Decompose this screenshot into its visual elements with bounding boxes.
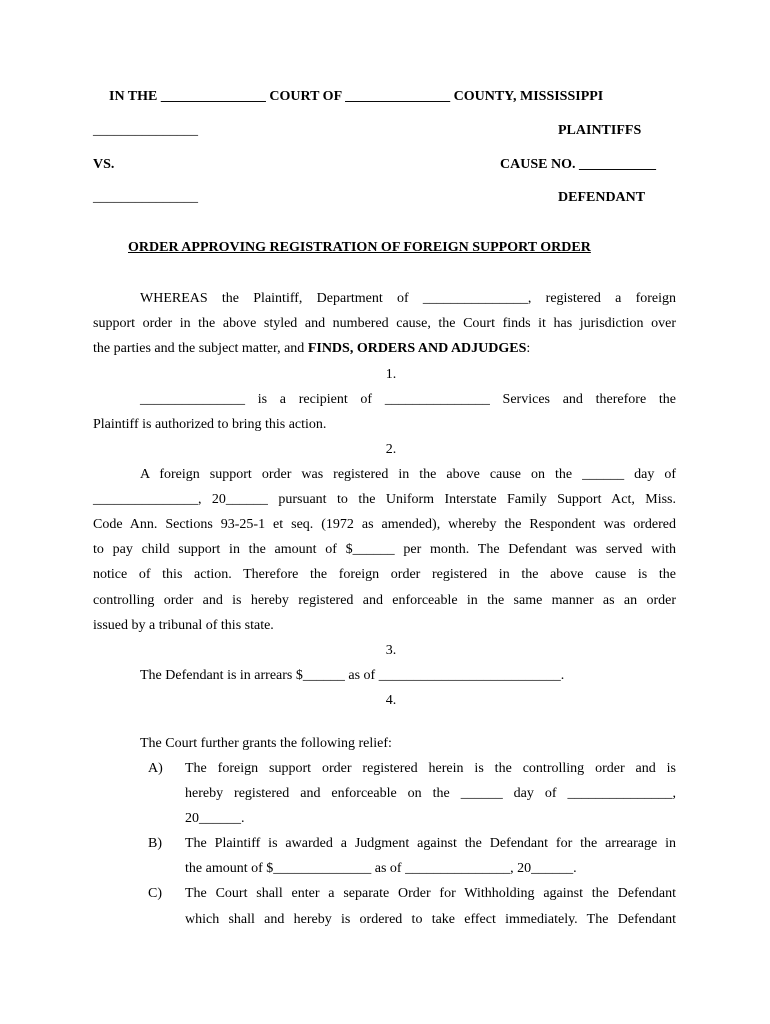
relief-intro: The Court further grants the following relief: (140, 736, 392, 751)
relief-item-b-line-2: the amount of $______________ as of _______________, 20______. (185, 861, 577, 876)
relief-item-a-line-2: hereby registered and enforceable on the ______ day of _______________, (185, 786, 676, 801)
section-2-line-6: controlling order and is hereby registered and enforceable in the same manner as an order (93, 593, 676, 608)
cause-number: CAUSE NO. ___________ (500, 157, 656, 172)
section-number-1: 1. (385, 367, 397, 382)
section-1-line-2: Plaintiff is authorized to bring this action. (93, 417, 327, 432)
relief-item-c-line-2: which shall and hereby is ordered to take effect immediately. The Defendant (185, 912, 676, 927)
document-title: ORDER APPROVING REGISTRATION OF FOREIGN SUPPORT ORDER (128, 240, 591, 255)
relief-item-a-line-3: 20______. (185, 811, 245, 826)
section-2-line-1: A foreign support order was registered in the above cause on the ______ day of (140, 467, 676, 482)
section-2-line-5: notice of this action. Therefore the foreign order registered in the above cause is the (93, 567, 676, 582)
plaintiffs-label: PLAINTIFFS (558, 123, 642, 138)
relief-item-c-letter: C) (148, 886, 162, 901)
defendant-label: DEFENDANT (558, 190, 646, 205)
section-2-line-3: Code Ann. Sections 93-25-1 et seq. (1972 as amended), whereby the Respondent was ordered (93, 517, 676, 532)
relief-item-a-letter: A) (148, 761, 163, 776)
plaintiff-name-blank: _______________ (93, 123, 198, 138)
section-number-4: 4. (385, 693, 397, 708)
court-line: IN THE _______________ COURT OF _______________ COUNTY, MISSISSIPPI (109, 89, 604, 104)
defendant-name-blank: _______________ (93, 190, 198, 205)
section-number-2: 2. (385, 442, 397, 457)
relief-item-a-line-1: The foreign support order registered herein is the controlling order and is (185, 761, 676, 776)
intro-line-2: support order in the above styled and numbered cause, the Court finds it has jurisdiction over (93, 316, 676, 331)
vs-label: VS. (93, 157, 115, 172)
intro-line-3: the parties and the subject matter, and FINDS, ORDERS AND ADJUDGES: (93, 341, 531, 356)
relief-item-b-line-1: The Plaintiff is awarded a Judgment against the Defendant for the arrearage in (185, 836, 676, 851)
section-2-line-4: to pay child support in the amount of $______ per month. The Defendant was served with (93, 542, 676, 557)
section-1-line-1: _______________ is a recipient of _______________ Services and therefore the (140, 392, 676, 407)
relief-item-b-letter: B) (148, 836, 162, 851)
relief-item-c-line-1: The Court shall enter a separate Order for Withholding against the Defendant (185, 886, 676, 901)
finds-orders-adjudges: FINDS, ORDERS AND ADJUDGES (307, 341, 527, 356)
section-number-3: 3. (385, 643, 397, 658)
section-2-line-2: _______________, 20______ pursuant to the Uniform Interstate Family Support Act, Miss. (93, 492, 676, 507)
intro-line-1: WHEREAS the Plaintiff, Department of _______________, registered a foreign (140, 291, 676, 306)
section-2-line-7: issued by a tribunal of this state. (93, 618, 274, 633)
section-3-line-1: The Defendant is in arrears $______ as of __________________________. (140, 668, 565, 683)
